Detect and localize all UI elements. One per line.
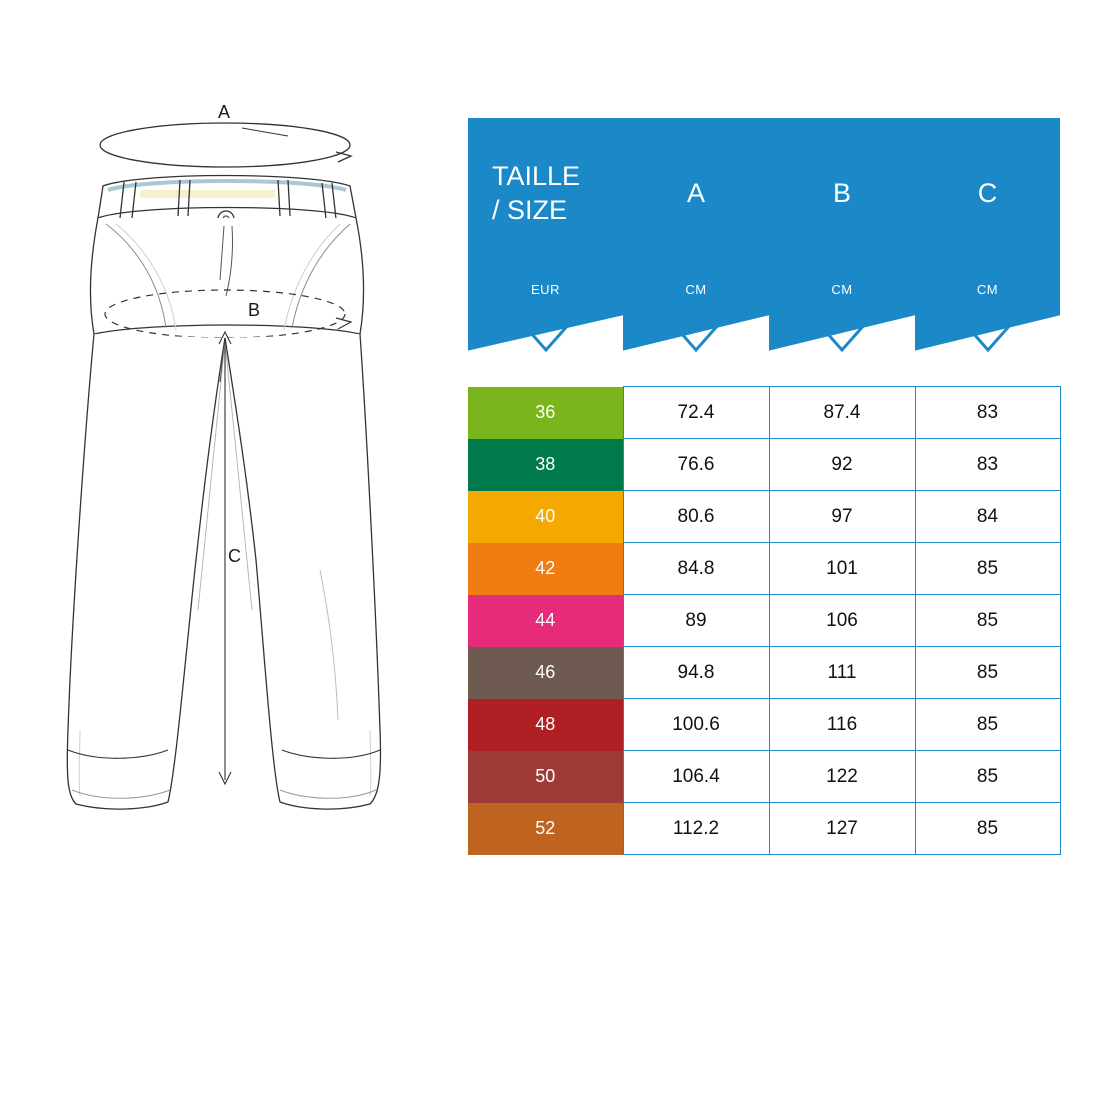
size-cell: 46 [468,647,623,699]
header-size-line2: / SIZE [492,195,568,225]
unit-label-size: EUR [531,282,560,297]
value-cell-a: 106.4 [623,751,769,803]
chevron-down-icon-a [669,320,723,356]
value-cell-a: 89 [623,595,769,647]
value-cell-c: 85 [915,803,1060,855]
label-c: C [228,546,241,566]
unit-label-c: CM [976,282,999,297]
table-row [468,699,1060,751]
trousers-drawing [20,90,440,870]
size-cell: 36 [468,387,623,439]
value-cell-c: 83 [915,439,1060,491]
value-cell-a: 76.6 [623,439,769,491]
header-column-b: B [769,118,915,268]
value-cell-b: 116 [769,699,915,751]
value-cell-b: 127 [769,803,915,855]
value-cell-a: 112.2 [623,803,769,855]
header-column-a: A [623,118,769,268]
value-cell-c: 85 [915,647,1060,699]
unit-cell-c [915,268,1060,387]
trousers-illustration [20,90,440,870]
value-cell-c: 85 [915,595,1060,647]
value-cell-a: 100.6 [623,699,769,751]
value-cell-a: 84.8 [623,543,769,595]
value-cell-c: 83 [915,387,1060,439]
table-row [468,491,1060,543]
value-cell-a: 72.4 [623,387,769,439]
value-cell-b: 106 [769,595,915,647]
size-cell: 38 [468,439,623,491]
value-cell-a: 80.6 [623,491,769,543]
value-cell-b: 122 [769,751,915,803]
table-row [468,543,1060,595]
label-a: A [218,102,231,122]
table-row [468,751,1060,803]
size-table [468,118,1060,855]
unit-label-b: CM [831,282,853,297]
unit-label-a: CM [685,282,707,297]
size-cell: 40 [468,491,623,543]
size-cell: 44 [468,595,623,647]
table-unit-row [468,268,1060,387]
table-row [468,647,1060,699]
chevron-down-icon-b [815,320,869,356]
value-cell-a: 94.8 [623,647,769,699]
unit-cell-a [623,268,769,387]
value-cell-c: 85 [915,699,1060,751]
table-row [468,595,1060,647]
size-cell: 52 [468,803,623,855]
value-cell-b: 92 [769,439,915,491]
value-cell-b: 111 [769,647,915,699]
value-cell-b: 97 [769,491,915,543]
value-cell-c: 84 [915,491,1060,543]
header-size-label [468,118,623,268]
label-b: B [248,300,261,320]
table-row [468,803,1060,855]
table-row [468,387,1060,439]
size-chart-table [468,118,1061,855]
header-size-line1: TAILLE [492,161,581,191]
unit-cell-b [769,268,915,387]
size-cell: 50 [468,751,623,803]
table-body [468,387,1060,855]
unit-cell-size [468,268,623,387]
chevron-down-icon-c [961,320,1015,356]
value-cell-b: 87.4 [769,387,915,439]
header-column-c: C [915,118,1060,268]
chevron-down-icon-size [519,320,573,356]
value-cell-c: 85 [915,751,1060,803]
value-cell-c: 85 [915,543,1060,595]
table-row [468,439,1060,491]
table-header-row [468,118,1060,268]
value-cell-b: 101 [769,543,915,595]
size-cell: 42 [468,543,623,595]
size-cell: 48 [468,699,623,751]
